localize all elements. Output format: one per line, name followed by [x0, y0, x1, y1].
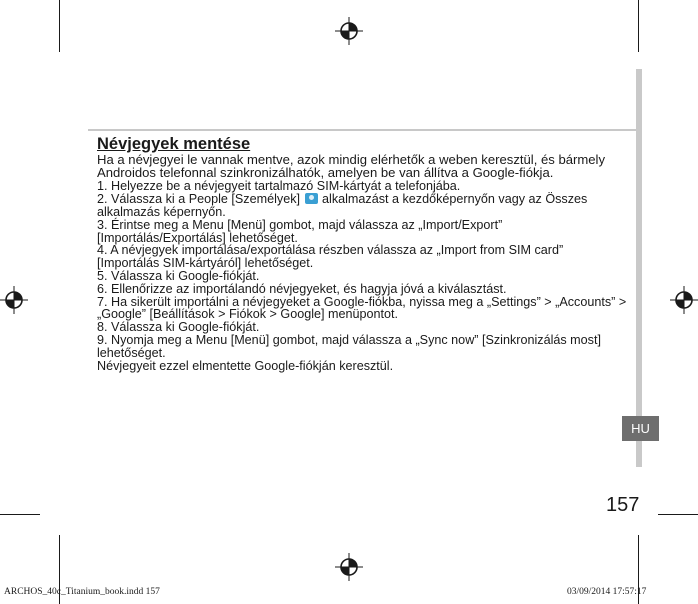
step-2	[97, 193, 627, 219]
page-number: 157	[606, 494, 640, 516]
step-8: 8. Válassza ki Google-fiókját.	[97, 320, 260, 335]
step-2-text-start: 2. Válassza ki a People [Személyek]	[97, 192, 301, 207]
side-margin-bar	[636, 69, 642, 467]
step-6: 6. Ellenőrizze az importálandó névjegyeket, és hagyja jóvá a kiválasztást.	[97, 281, 507, 296]
print-slug-timestamp: 03/09/2014 17:57:17	[567, 587, 647, 597]
step-9: 9. Nyomja meg a Menu [Menü] gombot, majd válassza a „Sync now” [Szinkronizálás most] lehetőséget.	[97, 332, 601, 360]
closing-text: Névjegyeit ezzel elmentette Google-fiókján keresztül.	[97, 358, 394, 373]
registration-mark-icon	[670, 286, 698, 314]
step-7: 7. Ha sikerült importálni a névjegyeket a Google-fiókba, nyissa meg a „Settings” > „Accounts” > „Google” [Beállítások > Fiókok > Google] menüpontot.	[97, 294, 627, 322]
crop-mark-bottom-left-horizontal	[0, 514, 40, 515]
section-top-rule	[88, 129, 640, 131]
crop-mark-top-right-vertical	[638, 0, 639, 52]
crop-mark-bottom-right-horizontal	[658, 514, 698, 515]
crop-mark-top-left-vertical	[59, 0, 60, 52]
registration-mark-icon	[335, 17, 363, 45]
step-3: 3. Érintse meg a Menu [Menü] gombot, majd válassza az „Import/Export” [Importálás/Exportálás] lehetőséget.	[97, 217, 503, 245]
section-title: Névjegyek mentése	[97, 135, 251, 153]
step-2-text-end: alkalmazást a kezdőképernyőn vagy az Összes alkalmazás képernyőn.	[97, 192, 588, 219]
step-1: 1. Helyezze be a névjegyeit tartalmazó SIM-kártyát a telefonjába.	[97, 179, 461, 194]
step-5: 5. Válassza ki Google-fiókját.	[97, 268, 260, 283]
registration-mark-icon	[335, 553, 363, 581]
registration-mark-icon	[0, 286, 28, 314]
section-content	[97, 136, 627, 372]
print-slug-file: ARCHOS_40c_Titanium_book.indd 157	[4, 587, 160, 597]
step-4: 4. A névjegyek importálása/exportálása részben válassza az „Import from SIM card” [Importálás SIM-kártyáról] lehetőséget.	[97, 243, 564, 271]
language-tab: HU	[622, 416, 659, 441]
people-app-icon	[305, 193, 318, 204]
section-intro: Ha a névjegyei le vannak mentve, azok mindig elérhetők a weben keresztül, és bármely Androidos telefonnal szinkronizálhatók, amelyen be van állítva a Google-fiókja.	[97, 152, 606, 181]
